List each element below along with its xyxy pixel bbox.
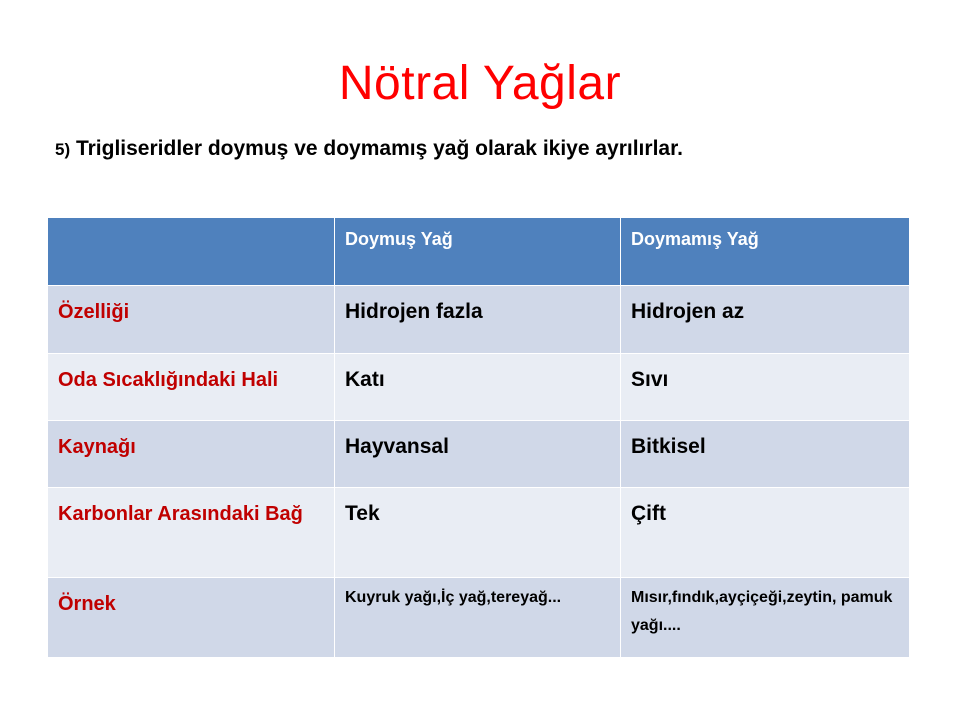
slide-title: Nötral Yağlar [338, 57, 622, 110]
unsaturated-value: Bitkisel [621, 420, 910, 487]
slide-subtitle [55, 137, 683, 161]
saturated-value: Tek [335, 487, 621, 577]
row-label: Karbonlar Arasındaki Bağ [48, 487, 335, 577]
row-label: Oda Sıcaklığındaki Hali [48, 353, 335, 420]
unsaturated-value: Mısır,fındık,ayçiçeği,zeytin, pamuk yağı.... [621, 577, 910, 657]
subtitle-text: Trigliseridler doymuş ve doymamış yağ olarak ikiye ayrılırlar. [70, 137, 683, 160]
saturated-value: Kuyruk yağı,İç yağ,tereyağ... [335, 577, 621, 657]
table-row [48, 577, 910, 657]
table-row [48, 285, 910, 353]
saturated-value: Hayvansal [335, 420, 621, 487]
table-row [48, 353, 910, 420]
row-label: Örnek [48, 577, 335, 657]
unsaturated-value: Hidrojen az [621, 285, 910, 353]
row-label: Özelliği [48, 285, 335, 353]
table-row [48, 420, 910, 487]
comparison-table [47, 216, 910, 658]
unsaturated-value: Sıvı [621, 353, 910, 420]
table-row [48, 487, 910, 577]
table-header-row [48, 217, 910, 285]
subtitle-number: 5) [55, 140, 71, 159]
header-cell-saturated: Doymuş Yağ [335, 217, 621, 285]
unsaturated-value: Çift [621, 487, 910, 577]
saturated-value: Katı [335, 353, 621, 420]
row-label: Kaynağı [48, 420, 335, 487]
saturated-value: Hidrojen fazla [335, 285, 621, 353]
header-cell-empty [48, 217, 335, 285]
header-cell-unsaturated: Doymamış Yağ [621, 217, 910, 285]
